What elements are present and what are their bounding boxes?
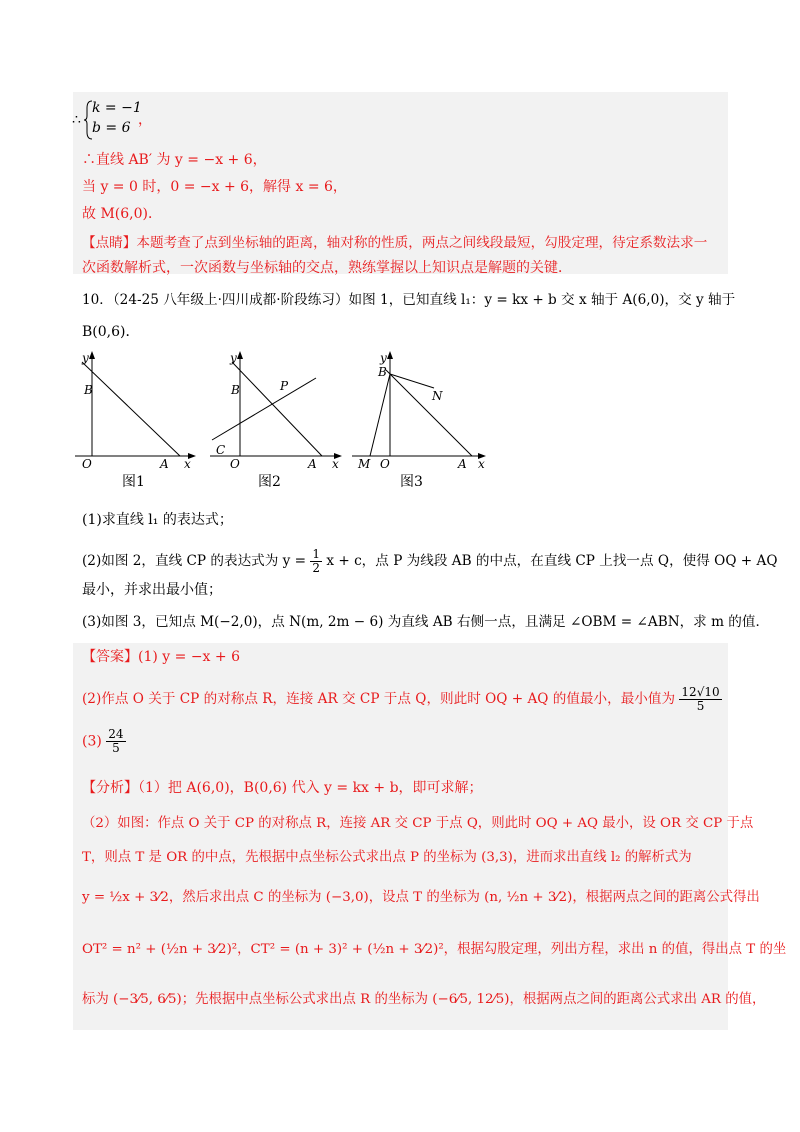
fig1-label-O: O	[82, 457, 92, 468]
solution-line-2: 当 y = 0 时，0 = −x + 6，解得 x = 6，	[82, 179, 347, 195]
part2a-pre: (2)如图 2，直线 CP 的表达式为 y =	[82, 553, 307, 569]
answer-frac-num: 12√10	[681, 685, 720, 699]
figure-2	[210, 348, 350, 468]
fig1-label-A: A	[160, 457, 169, 468]
question-part-2a	[82, 548, 777, 575]
analysis-line-4: y = ½x + 3⁄2，然后求出点 C 的坐标为 (−3,0)，设点 T 的坐标为 (n, ½n + 3⁄2)，根据两点之间的距离公式得出	[82, 890, 760, 905]
part2a-post: x + c，点 P 为线段 AB 的中点，在直线 CP 上找一点 Q，使得 OQ + AQ	[326, 553, 778, 569]
fig3-label-A: A	[458, 457, 467, 468]
fig3-label-x: x	[478, 457, 485, 468]
question-part-3: (3)如图 3，已知点 M(−2,0)，点 N(m, 2m − 6) 为直线 AB 右侧一点，且满足 ∠OBM = ∠ABN，求 m 的值．	[82, 614, 770, 630]
fig3-label-M: M	[358, 457, 371, 468]
fig1-label-B: B	[84, 383, 93, 397]
fig2-label-C: C	[216, 443, 226, 457]
fig2-label-O: O	[230, 457, 240, 468]
analysis-line-5: OT² = n² + (½n + 3⁄2)²，CT² = (n + 3)² + (½n + 3⁄2)²，根据勾股定理，列出方程，求出 n 的值，得出点 T 的坐	[82, 942, 787, 957]
system-comma: ，	[138, 112, 152, 128]
answer-line-2	[82, 686, 722, 713]
therefore-symbol: ∴	[72, 112, 81, 128]
fig1-label-y: y	[82, 351, 89, 365]
answer-line2-pre: (2)作点 O 关于 CP 的对称点 R，连接 AR 交 CP 于点 Q，则此时 OQ + AQ 的值最小，最小值为	[82, 691, 676, 707]
fig3-label-O: O	[380, 457, 390, 468]
tip-line-2: 次函数解析式，一次函数与坐标轴的交点，熟练掌握以上知识点是解题的关键．	[82, 260, 572, 276]
answer-line2-fraction	[679, 686, 721, 713]
question-part-1: (1)求直线 l₁ 的表达式；	[82, 512, 233, 528]
answer3-frac-num: 24	[108, 727, 124, 741]
system-k: k = −1	[92, 100, 142, 116]
fig1-caption: 图1	[122, 474, 145, 490]
system-b: b = 6	[92, 120, 131, 136]
answer-line-3	[82, 728, 126, 755]
answer-line3-pre: (3)	[82, 733, 102, 750]
fig2-label-B: B	[231, 383, 240, 397]
fig2-label-A: A	[308, 457, 317, 468]
question-line-2: B(0,6)．	[82, 324, 140, 340]
part2a-frac-den: 2	[312, 561, 321, 575]
tip-line-1: 【点睛】本题考查了点到坐标轴的距离，轴对称的性质，两点之间线段最短，勾股定理，待定系数法求一	[82, 235, 708, 251]
analysis-line-2: （2）如图：作点 O 关于 CP 的对称点 R，连接 AR 交 CP 于点 Q，则此时 OQ + AQ 最小，设 OR 交 CP 于点	[82, 816, 754, 831]
answer3-frac-den: 5	[112, 741, 120, 755]
fig2-caption: 图2	[258, 474, 281, 490]
fig1-label-x: x	[184, 457, 191, 468]
fig3-label-N: N	[432, 389, 443, 403]
fig3-label-B: B	[378, 365, 387, 379]
analysis-line-1: 【分析】（1）把 A(6,0)，B(0,6) 代入 y = kx + b，即可求解；	[82, 780, 483, 796]
fig2-label-P: P	[280, 379, 289, 393]
answer-frac-den: 5	[696, 699, 705, 713]
analysis-line-3: T，则点 T 是 OR 的中点，先根据中点坐标公式求出点 P 的坐标为 (3,3)，进而求出直线 l₂ 的解析式为	[82, 850, 692, 865]
fig2-label-y: y	[230, 351, 237, 365]
fig3-caption: 图3	[400, 474, 423, 490]
fig2-label-x: x	[332, 457, 339, 468]
part2a-frac-num: 1	[312, 547, 321, 561]
solution-line-3: 故 M(6,0)．	[82, 206, 162, 222]
figure-3	[350, 348, 490, 468]
fig3-label-y: y	[380, 351, 387, 365]
question-part-2b: 最小，并求出最小值；	[82, 582, 222, 598]
answer-line3-fraction	[106, 728, 125, 755]
solution-line-1: ∴直线 AB′ 为 y = −x + 6，	[82, 152, 267, 168]
part2a-fraction	[310, 548, 322, 575]
question-line-1: 10．（24-25 八年级上·四川成都·阶段练习）如图 1，已知直线 l₁：y = kx + b 交 x 轴于 A(6,0)，交 y 轴于	[82, 292, 736, 308]
figure-1	[70, 348, 200, 468]
answer-line-1: 【答案】(1) y = −x + 6	[82, 649, 240, 665]
analysis-line-6: 标为 (−3⁄5, 6⁄5)；先根据中点坐标公式求出点 R 的坐标为 (−6⁄5, 12⁄5)，根据两点之间的距离公式求出 AR 的值，	[82, 992, 766, 1007]
